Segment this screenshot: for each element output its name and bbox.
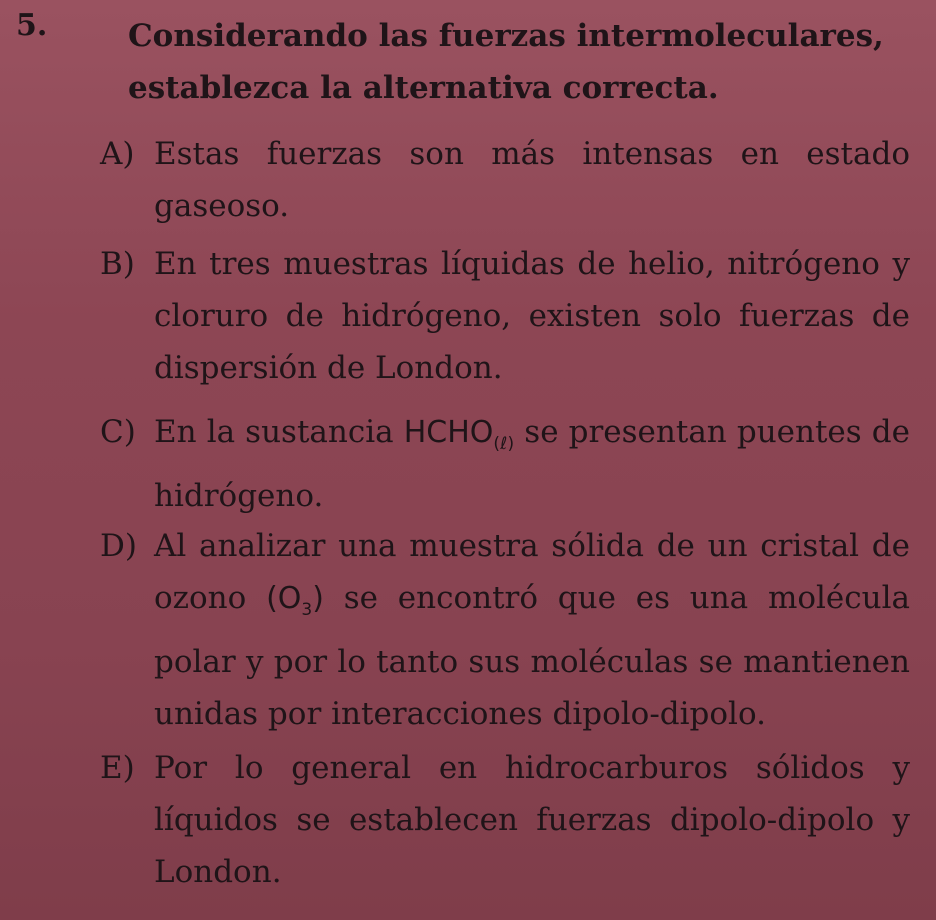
option-b-text: En tres muestras líquidas de helio, nitrógeno y cloruro de hidrógeno, existen solo fuerzas de dispersión de London. [154, 246, 910, 386]
option-b[interactable] [100, 238, 910, 394]
option-a-letter: A) [100, 136, 135, 172]
option-a[interactable] [100, 128, 910, 232]
option-d-text-after: se encontró que es una molécula polar y por lo tanto sus moléculas se mantienen unidas por interacciones dipolo-dipolo. [154, 580, 910, 732]
question-stem: Considerando las fuerzas intermoleculares, establezca la alternativa correcta. [128, 18, 884, 106]
option-c-text [100, 406, 910, 522]
option-e-letter: E) [100, 750, 135, 786]
option-d-text-before: Al analizar una muestra sólida de un cristal de ozono [154, 528, 910, 616]
option-d[interactable] [100, 520, 910, 740]
option-c-text-after: se presentan puentes de hidrógeno. [154, 414, 910, 514]
option-c[interactable] [100, 406, 910, 522]
option-a-text: Estas fuerzas son más intensas en estado gaseoso. [154, 136, 910, 224]
option-d-letter: D) [100, 528, 137, 564]
option-e[interactable] [100, 742, 910, 898]
option-e-text: Por lo general en hidrocarburos sólidos y líquidos se establecen fuerzas dipolo-dipolo y London. [154, 750, 910, 890]
formula-ozone-subscript: 3 [301, 600, 313, 620]
formula-ozone-close: ) [312, 581, 324, 616]
formula-hcho-state: (ℓ) [493, 434, 515, 454]
formula-ozone-open: (O [266, 581, 302, 616]
question-number: 5. [16, 8, 48, 43]
option-c-letter: C) [100, 414, 136, 450]
formula-hcho [403, 415, 515, 454]
option-d-text [100, 520, 910, 740]
option-c-text-before: En la sustancia [154, 414, 394, 450]
formula-ozone [266, 581, 324, 620]
formula-hcho-symbol: HCHO [403, 415, 494, 450]
option-b-letter: B) [100, 246, 135, 282]
